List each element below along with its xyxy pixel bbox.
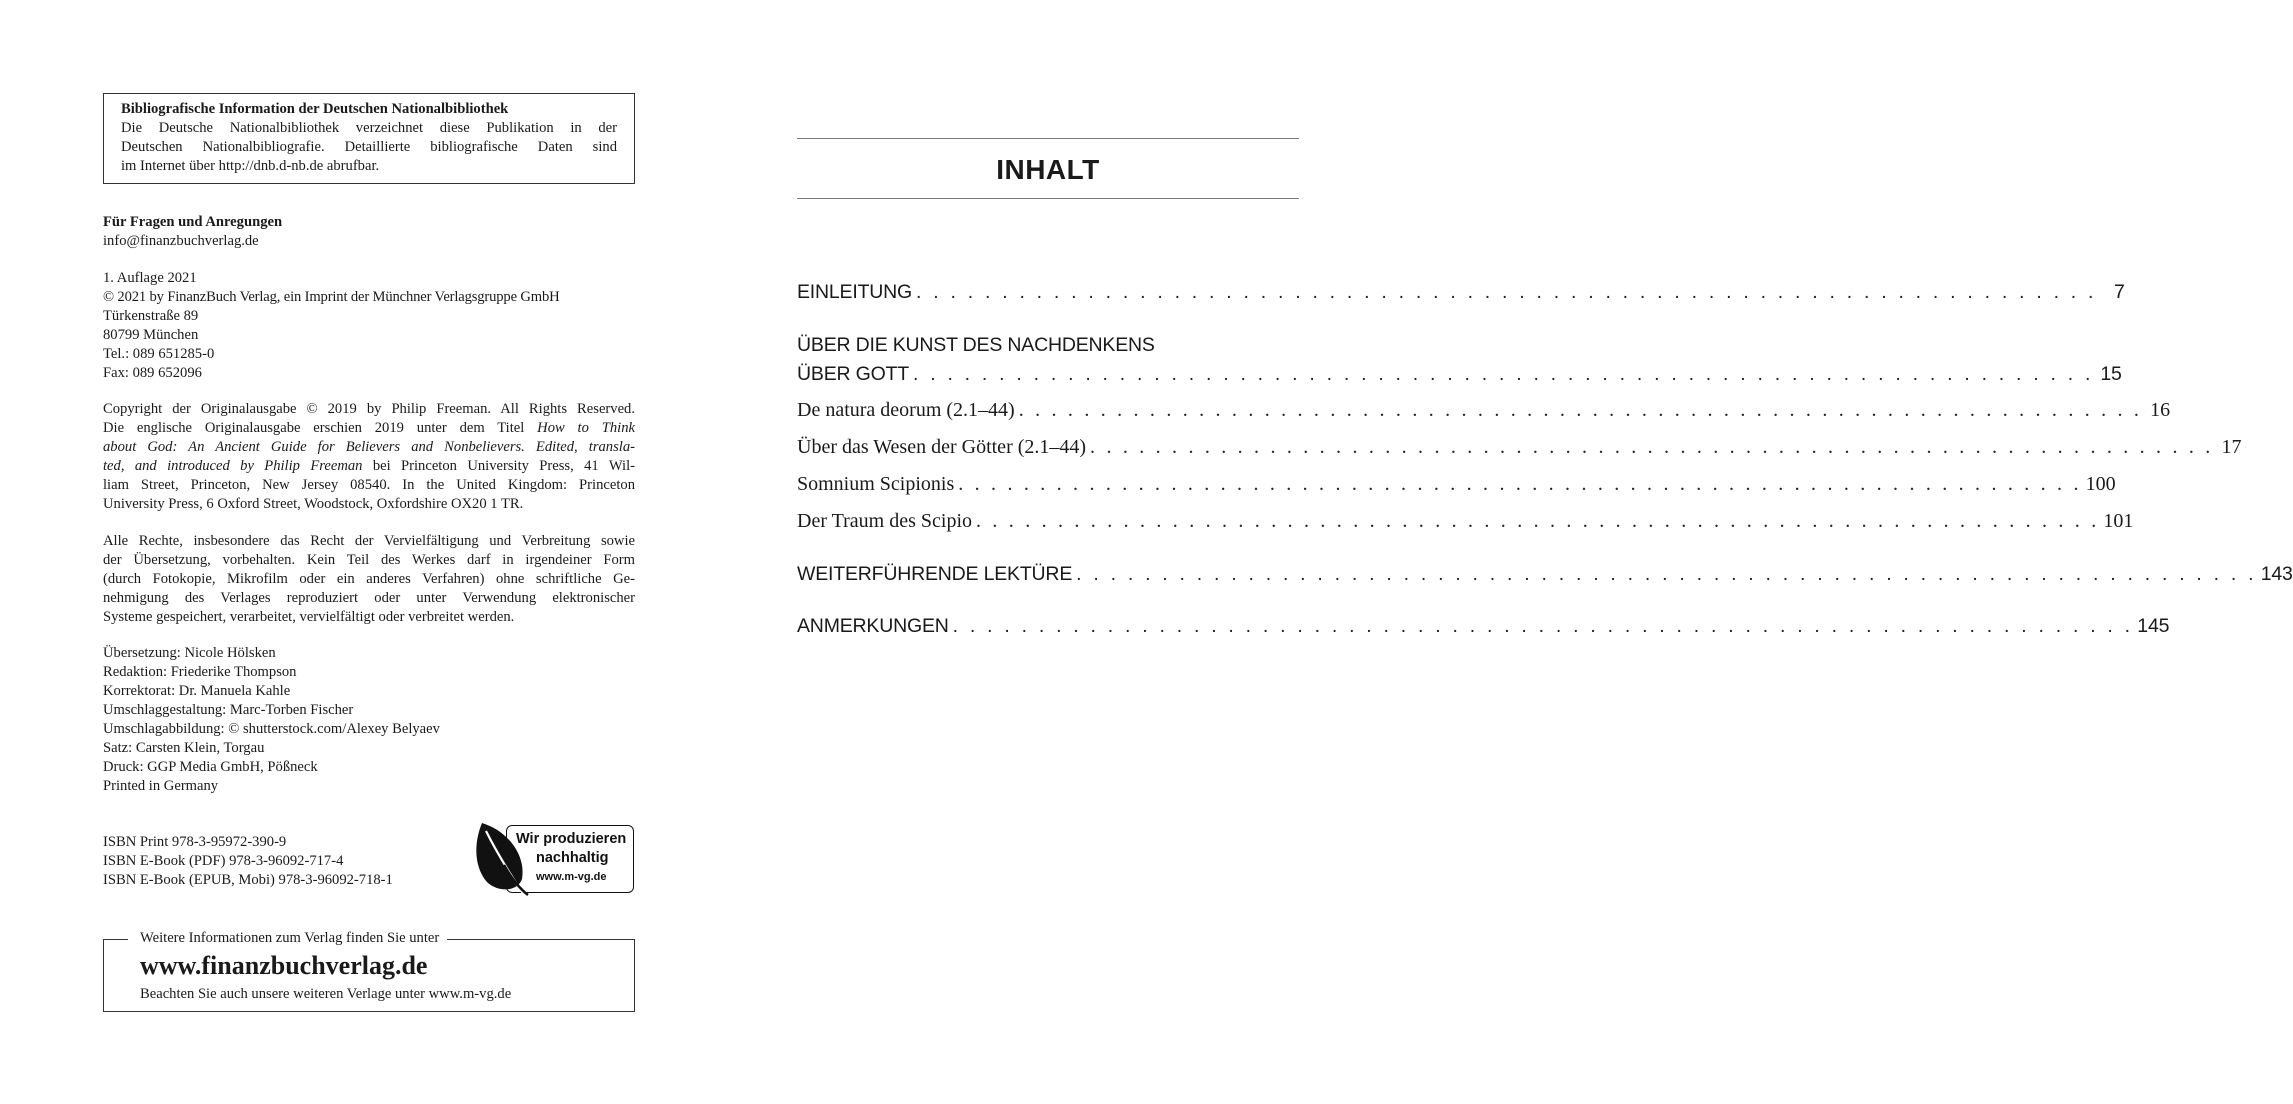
toc-entry-page: 145 [2137, 615, 2170, 637]
credit-line: Satz: Carsten Klein, Torgau [103, 740, 265, 756]
toc-leader-dots: . . . . . . . . . . . . . . . . . . . . . . . . . . . . . . . . . . . . . . . . . . . . . . . . . . . . . . . . . . . . . . . . . . . . . [958, 473, 2082, 495]
isbn-line: ISBN Print 978-3-95972-390-9 [103, 834, 287, 850]
toc-entry[interactable] [797, 561, 2293, 587]
credit-line: Umschlaggestaltung: Marc-Torben Fischer [103, 702, 354, 718]
copyright-text: Die englische Originalausgabe erschien 2019 unter dem Titel [103, 420, 538, 436]
toc-entry-page: 101 [2103, 510, 2134, 532]
toc-leader-dots: . . . . . . . . . . . . . . . . . . . . . . . . . . . . . . . . . . . . . . . . . . . . . . . . . . . . . . . . . . . . . . . . . . . . . [976, 510, 2100, 532]
toc-leader-dots: . . . . . . . . . . . . . . . . . . . . . . . . . . . . . . . . . . . . . . . . . . . . . . . . . . . . . . . . . . . . . . . . . . . . . [952, 615, 2134, 637]
imprint-line: Türkenstraße 89 [103, 308, 199, 324]
toc-entry[interactable] [797, 471, 2116, 497]
toc-leader-dots: . . . . . . . . . . . . . . . . . . . . . . . . . . . . . . . . . . . . . . . . . . . . . . . . . . . . . . . . . . . . . . . . . . . . . [1018, 399, 2143, 421]
copyright-italic-text: about God: An Ancient Guide for Believers and Nonbelievers. Edited, transla- [103, 439, 635, 455]
credit-line: Übersetzung: Nicole Hölsken [103, 645, 276, 661]
web-info-box [103, 930, 635, 1012]
toc-entry-label: WEITERFÜHRENDE LEKTÜRE [797, 563, 1073, 585]
copyright-line [103, 476, 635, 495]
publisher-url[interactable]: www.finanzbuchverlag.de [140, 951, 428, 980]
contact-heading: Für Fragen und Anregungen [103, 214, 283, 230]
toc-entry-label-line1: ÜBER DIE KUNST DES NACHDENKENS [797, 334, 1155, 356]
rights-line: Alle Rechte, insbesondere das Recht der Vervielfältigung und Verbreitung sowie [103, 533, 635, 549]
isbn-line: ISBN E-Book (PDF) 978-3-96092-717-4 [103, 853, 344, 869]
copyright-italic-text: ted, and introduced by Philip Freeman [103, 458, 363, 474]
imprint-block [103, 269, 635, 383]
rights-line: (durch Fotokopie, Mikrofilm oder ein anderes Verfahren) ohne schriftliche Ge- [103, 571, 635, 587]
contact-email: info@finanzbuchverlag.de [103, 233, 259, 249]
toc-leader-dots: . . . . . . . . . . . . . . . . . . . . . . . . . . . . . . . . . . . . . . . . . . . . . . . . . . . . . . . . . . . . . . . . . . . . . [1076, 563, 2257, 585]
copyright-text: bei Princeton University Press, 41 Wil- [362, 458, 635, 474]
dnb-line: im Internet über http://dnb.d-nb.de abrufbar. [121, 158, 380, 174]
eco-badge-line2: nachhaltig [536, 850, 609, 866]
copyright-line [103, 457, 635, 476]
credit-line: Druck: GGP Media GmbH, Pößneck [103, 759, 318, 775]
credit-line: Redaktion: Friederike Thompson [103, 664, 297, 680]
rights-line: Systeme gespeichert, verarbeitet, vervielfältigt oder verbreitet werden. [103, 609, 515, 625]
toc-entry-label: Somnium Scipionis [797, 473, 955, 495]
toc-entry-page: 16 [2150, 399, 2171, 421]
credits-block [103, 644, 635, 796]
copyright-block [103, 400, 635, 514]
toc-leader-dots: . . . . . . . . . . . . . . . . . . . . . . . . . . . . . . . . . . . . . . . . . . . . . . . . . . . . . . . . . . . . . . . . . . . . . [916, 281, 2097, 303]
toc-entry[interactable] [797, 397, 2171, 423]
toc-entry-page: 7 [2114, 281, 2125, 303]
copyright-italic-text: How to Think [537, 420, 635, 436]
copyright-text: University Press, 6 Oxford Street, Woodstock, Oxfordshire OX20 1 TR. [103, 496, 524, 512]
toc-leader-dots: . . . . . . . . . . . . . . . . . . . . . . . . . . . . . . . . . . . . . . . . . . . . . . . . . . . . . . . . . . . . . . . . . . . . . [912, 363, 2094, 385]
imprint-line: 1. Auflage 2021 [103, 270, 197, 286]
toc-entry-page: 100 [2085, 473, 2116, 495]
copyright-line [103, 495, 635, 514]
toc-entry[interactable] [797, 434, 2242, 460]
credit-line: Printed in Germany [103, 778, 219, 794]
toc-entry-label: Über das Wesen der Götter (2.1–44) [797, 436, 1087, 458]
dnb-line: Die Deutsche Nationalbibliothek verzeichnet diese Publikation in der [121, 120, 617, 136]
imprint-line: Tel.: 089 651285-0 [103, 346, 215, 362]
copyright-line [103, 419, 635, 438]
eco-badge-line1: Wir produzieren [516, 831, 627, 847]
dnb-title: Bibliografische Information der Deutschen Nationalbibliothek [121, 101, 509, 117]
credit-line: Umschlagabbildung: © shutterstock.com/Alexey Belyaev [103, 721, 440, 737]
imprint-line: 80799 München [103, 327, 199, 343]
eco-badge [474, 821, 635, 895]
toc-title: INHALT [996, 154, 1100, 185]
rights-line: nehmigung des Verlages reproduziert oder unter Verwendung elektronischer [103, 590, 635, 606]
isbn-line: ISBN E-Book (EPUB, Mobi) 978-3-96092-718-1 [103, 872, 393, 888]
toc-entry[interactable] [797, 613, 2170, 639]
dnb-line: Deutschen Nationalbibliografie. Detaillierte bibliografische Daten sind [121, 139, 617, 155]
copyright-line [103, 438, 635, 457]
toc-bottom-rule [797, 198, 1299, 199]
copyright-line [103, 400, 635, 419]
toc-entry-label: ANMERKUNGEN [797, 615, 949, 637]
contact-block [103, 213, 635, 251]
toc-entry-page: 17 [2221, 436, 2242, 458]
rights-block [103, 532, 635, 627]
toc-entry[interactable] [797, 361, 2122, 387]
toc-entry-label: ÜBER GOTT [797, 363, 909, 385]
toc-top-rule [797, 138, 1299, 139]
credit-line: Korrektorat: Dr. Manuela Kahle [103, 683, 291, 699]
imprint-line: © 2021 by FinanzBuch Verlag, ein Imprint der Münchner Verlagsgruppe GmbH [103, 289, 560, 305]
toc-leader-dots: . . . . . . . . . . . . . . . . . . . . . . . . . . . . . . . . . . . . . . . . . . . . . . . . . . . . . . . . . . . . . . . . . . . . . [1090, 436, 2214, 458]
imprint-line: Fax: 089 652096 [103, 365, 202, 381]
toc-entry[interactable] [797, 279, 2125, 305]
copyright-text: Copyright der Originalausgabe © 2019 by Philip Freeman. All Rights Reserved. [103, 401, 635, 417]
toc-entry-page: 143 [2260, 563, 2293, 585]
web-box-subline: Beachten Sie auch unsere weiteren Verlage unter www.m-vg.de [140, 986, 512, 1002]
toc-entry-page: 15 [2100, 363, 2122, 385]
toc-entry-label: De natura deorum (2.1–44) [797, 399, 1015, 421]
toc-entry-label: Der Traum des Scipio [797, 510, 972, 532]
dnb-info-box [103, 93, 635, 184]
isbn-block [103, 833, 393, 890]
rights-line: der Übersetzung, vorbehalten. Kein Teil des Werkes darf in irgendeiner Form [103, 552, 635, 568]
toc-entry-label: EINLEITUNG [797, 281, 913, 303]
web-box-legend: Weitere Informationen zum Verlag finden Sie unter [128, 929, 447, 948]
copyright-text: liam Street, Princeton, New Jersey 08540. In the United Kingdom: Princeton [103, 477, 635, 493]
toc-entry[interactable] [797, 508, 2134, 534]
eco-badge-url: www.m-vg.de [536, 871, 607, 883]
